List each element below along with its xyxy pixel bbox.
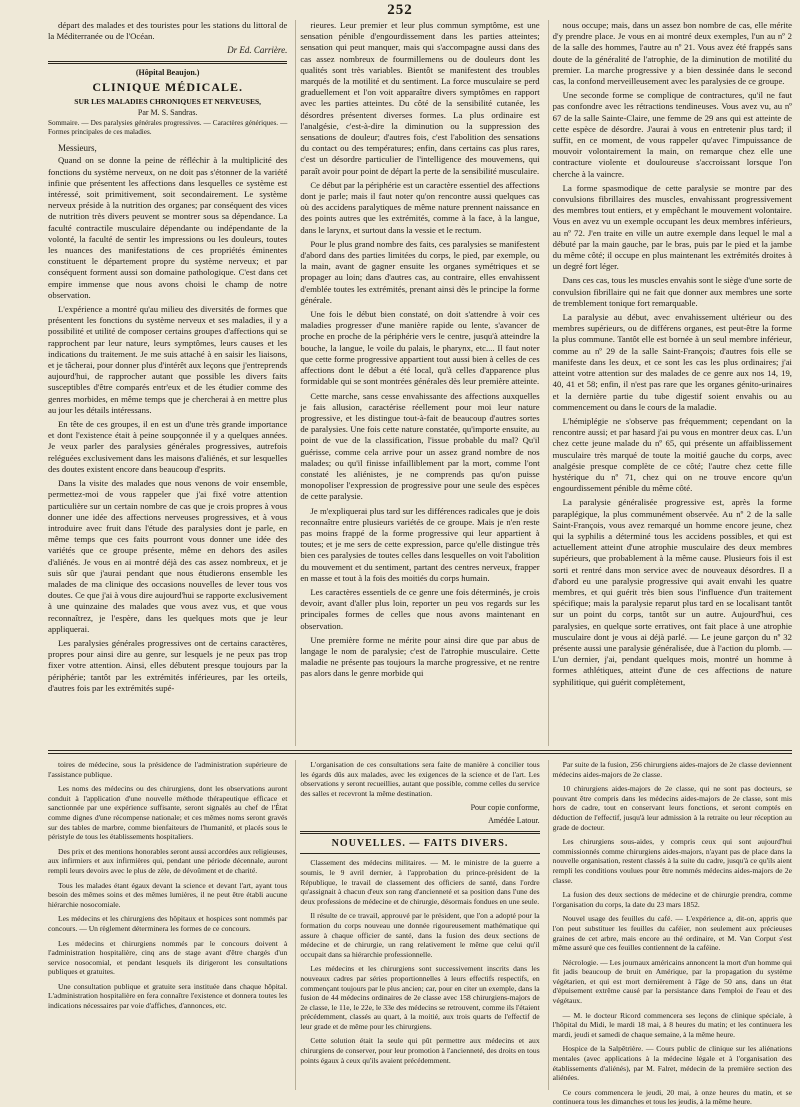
page-number: 252 — [387, 2, 413, 18]
paragraph: La forme spasmodique de cette paralysie se montre par des convulsions fibrillaires des muscles, envahissant progressivement des membres tout entiers, et y empêchant le mouvement volontaire. Vous en avez vu un exemple occupant les deux membres inférieurs, au nº 72. J'en traite en ville un autre exemple dans lequel le mal a débuté par la main gauche, par le bras, puis par le pied et la jambe du même côté; il occupe en plus maintenant les extrémités droites à un degré fort léger. — [552, 182, 792, 272]
paragraph: Une consultation publique et gratuite sera instituée dans chaque hôpital. L'administration hospitalière en fera connaître l'existence et donnera toutes les indications nécessaires par voie d'affiches, d'annonces, etc. — [48, 981, 288, 1011]
paragraph: Les chirurgiens sous-aides, y compris ceux qui sont aujourd'hui commissionnés comme chirurgiens aides-majors, n'ayant pas de place dans la nouvelle organisation, restent classés à la suite du cadre, jusqu'à ce qu'ils aient rempli les conditions voulues pour être nommés médecins aides-majors de 2e classe. — [552, 837, 792, 885]
column-3 — [548, 20, 792, 746]
article-summary: Sommaire. — Des paralysies générales progressives. — Caractères génériques. — Formes principales de ces maladies. — [48, 119, 288, 137]
lower-column-2 — [295, 760, 539, 1090]
paragraph: rieures. Leur premier et leur plus commun symptôme, est une sensation pénible d'engourdissement dans les parties atteintes; sensation qui peut manquer, mais qui s'accompagne aussi dans des cas assez nombreux de fourmillemens ou de douleurs dont les qualités sont très variables. Bientôt se manifestent des troubles marqués de la motilité et du sentiment. La force musculaire se perd graduellement et l'on voit apparaître divers symptômes en rapport avec les parties atteintes. Du côté de la sensibilité cutanée, les désordres présentent diverses formes. La plus ordinaire est l'analgésie, c'est-à-dire la diminution ou la suppression des sensations de douleur; d'autres fois, c'est l'abolition des sensations du contact ou des températures; enfin, dans certains cas plus rares, c'est un désordre particulier de l'intelligence des mouvemens, qui paraît avoir pour point de départ la perte de la sensibilité musculaire. — [300, 20, 540, 176]
paragraph: Cette solution était la seule qui pût permettre aux médecins et aux chirurgiens de conserver, pour leur promotion à l'ancienneté, des droits en tous points égaux à ceux qu'ils avaient précédemment. — [300, 1036, 540, 1065]
paragraph: L'hémiplégie ne s'observe pas fréquemment; cependant on la rencontre aussi; et par hasard j'ai pu vous en montrer deux cas. L'un chez cette jeune malade du nº 65, qui présente un affaiblissement musculaire très marqué de toute la moitié gauche du corps, avec analgésie presque complète de ce côté; l'autre chez cette fille hystérique du nº 71, chez qui on ne trouve encore qu'un engourdissement pénible du même côté. — [552, 415, 792, 494]
paragraph: L'organisation de ces consultations sera faite de manière à concilier tous les égards dûs aux malades, avec les exigences de la science et de l'art. Les observations y seront recueillies, autant que possible, comme celles du service des salles et recevront la même destination. — [300, 760, 540, 798]
paragraph: Dans ces cas, tous les muscles envahis sont le siège d'une sorte de convulsion fibrillaire qui ne fait que donner aux membres une sorte de tremblement tonique fort remarquable. — [552, 275, 792, 308]
paragraph: toires de médecine, sous la présidence de l'administration supérieure de l'assistance publique. — [48, 760, 288, 779]
paragraph: Il résulte de ce travail, approuvé par le président, que l'on a adopté pour la formation du corps nouveau une donnée rigoureusement mathématique qui assure à chaque officier de santé, dans la fusion des deux sections de médecine et de chirurgie, un rang relativement le même que celui qu'il occupait dans sa hiérarchie professionnelle. — [300, 911, 540, 959]
lower-column-1 — [48, 760, 287, 1090]
paragraph: départ des malades et des touristes pour les stations du littoral de la Méditerranée ou de l'Océan. — [48, 20, 288, 42]
paragraph: Les médecins et chirurgiens nommés par le concours doivent à l'administration hospitalière, cinq ans de stage avant d'être chargés d'un service nosocomial, et pendant lesquels ils dirigeront les consultations publiques et gratuites. — [48, 938, 288, 977]
paragraph: Par suite de la fusion, 256 chirurgiens aides-majors de 2e classe deviennent médecins aides-majors de 2e classe. — [552, 760, 792, 779]
paragraph: Dans la visite des malades que nous venons de voir ensemble, permettez-moi de vous rappeler que j'ai fixé votre attention particulière sur un certain nombre de cas que je crois propres à vous donner une idée des affections nerveuses progressives, et à vous introduire avec fruit dans l'étude des paralysies dont je parle, en même temps que ces faits pourront vous donner une idée des variétés que ce groupe présente, même en dehors des asiles d'aliénés. Je vous en ai montré déjà des cas assez nombreux, et je suis sûr que j'aurai pendant que nous étudierons ensemble les malades de ma clinique des occasions nouvelles de lever tous vos doutes. Ce que j'ai à vous dire aujourd'hui se rapporte exclusivement à une quinzaine des malades que vous avez vus, et que vous reconnaîtrez, je l'espère, dans les quelques mots que je leur appliquerai. — [48, 478, 288, 634]
paragraph: Nouvel usage des feuilles du café. — L'expérience a, dit-on, appris que l'on peut substituer les feuilles du caféier, non seulement aux précieuses graines de cet arbre, mais encore au thé ordinaire, et M. Van Corput s'est même assuré que ces feuilles contiennent de la caféine. — [552, 914, 792, 953]
paragraph: Une seconde forme se complique de contractures, qu'il ne faut pas confondre avec les rétractions tendineuses. Vous avez vu, au nº 67 de la salle Sainte-Claire, une femme de 29 ans qui est atteinte de cette espèce de désordre. J'aurai à vous en entretenir plus tard; il suffit, en ce moment, de vous rappeler qu'avec l'impuissance de mouvoir volontairement la main, on remarque chez elle une contracture violente et douloureuse s'accroissant lorsque l'on cherche à la vaincre. — [552, 90, 792, 179]
paragraph: Cette marche, sans cesse envahissante des affections auxquelles je fais allusion, caractérise réellement pour moi leur nature progressive, et les distingue tout-à-fait de beaucoup d'autres sortes de paralysies. Une fois cette nature constatée, qu'importe ensuite, au point de vue de la classification, l'issue probable du mal? Qu'il guérisse, comme cela arrive pour un assez grand nombre de nos malades; ou qu'il finisse infailliblement par la mort, comme l'ont constaté les aliénistes, je ne comprends pas qu'on puisse monopoliser l'expression de progressive pour une seule des espèces de cette paralysie. — [300, 390, 540, 502]
paragraph: nous occupe; mais, dans un assez bon nombre de cas, elle mérite d'y prendre place. Je vous en ai montré deux exemples, l'un au nº 2 de la salle des hommes, l'autre au nº 21. Vous avez été frappés sans doute de la généralité de l'atrophie, de la diminution de motilité du premier. La marche progressive y a bien dessinée dans le second cas, la confond merveilleusement avec les paralysies de ce groupe. — [552, 20, 792, 87]
paragraph: Tous les malades étant égaux devant la science et devant l'art, ayant tous besoin des mêmes soins et des mêmes lumières, il ne peut être établi aucune hiérarchie nosocomiale. — [48, 880, 288, 909]
closing-line: Pour copie conforme, — [470, 803, 540, 813]
paragraph: Les médecins et les chirurgiens sont successivement inscrits dans les nouveaux cadres par séries proportionnelles à leurs effectifs respectifs, en commençant toujours par le plus ancien; car, pour en citer un exemple, dans la fusion de 44 médecins ordinaires de 2e classe avec 158 chirurgiens-majors de 2e classe, le 11e, le 22e, le 33e des médecins se retrouvent, comme ils l'étaient précédemment, classés au quart, à la moitié, aux trois quarts de l'effectif de leur grade et de même pour les chirurgiens. — [300, 964, 540, 1031]
lower-column-3 — [548, 760, 792, 1107]
article-subtitle: SUR LES MALADIES CHRONIQUES ET NERVEUSES, — [74, 97, 262, 107]
column-2 — [295, 20, 539, 746]
paragraph: Des prix et des mentions honorables seront aussi accordées aux religieuses, aux infirmiers et aux infirmières qui, pendant une période décennale, auront rempli leurs devoirs avec le plus de zèle, de dévoûment et de charité. — [48, 846, 288, 875]
paragraph: La paralysie généralisée progressive est, après la forme paraplégique, la plus communément observée. Au nº 2 de la salle Saint-François, vous avez remarqué un homme encore jeune, chez qui la syphilis a déterminé tous les accidens possibles, et qui est actuellement atteint d'une atrophie musculaire des deux membres supérieurs, que probablement à la même cause. Plusieurs fois il est sorti et rentré dans mon service avec de nouveaux désordres. Il a d'abord eu une paralysie progressive qui avait envahi les quatre membres, et qui guérit très bien sous l'influence d'un traitement spécifique; mais la paralysie reparut plus tard en se localisant tantôt sur un point du corps, tantôt sur un autre. Aujourd'hui, ces paralysies, en quelque sorte erratives, ont fait place à une atrophie musculaire dont je vous ai déjà parlé. — Le jeune garçon du nº 32 présente aussi une paralysie généralisée, due à l'action du plomb. — L'un dernier, j'ai, pendant quelques mois, montré un homme à formes athlétiques, atteint d'une de ces affections de nature syphilitique, qui guérit complètement, — [552, 497, 792, 687]
salutation: Messieurs, — [58, 143, 97, 154]
lower-section — [48, 760, 792, 1107]
paragraph: Nécrologie. — Les journaux américains annoncent la mort d'un homme qui fit jadis beaucoup de bruit en Amérique, par la propagation du système végétarien, et qui est mort dernièrement à l'âge de 50 ans, dans un état d'épuisement extrême causé par la persistance dans l'emploi de l'eau et des végétaux. — [552, 957, 792, 1006]
paragraph: Les caractères essentiels de ce genre une fois déterminés, je crois devoir, avant d'aller plus loin, reporter un peu vos regards sur les principales formes de celles que nous avons maintenant en observation. — [300, 586, 540, 631]
divider — [48, 61, 287, 64]
paragraph: La paralysie au début, avec envahissement ultérieur ou des membres supérieurs, ou de différens organes, est peut-être la forme la plus commune. Tantôt elle est bornée à un seul membre inférieur, comme au nº 29 de la salle Saint-François; d'autres fois elle se manifeste dans les deux, et ce sont les cas les plus ordinaires; j'ai atteint votre attention sur des malades de ce genre aux nos 14, 19, 40, 41 et 58; enfin, il n'est pas rare que les organes génito-urinaires et la dernière partie du tube digestif soient envahis ou au commencement ou dans le cours de la maladie. — [552, 312, 792, 412]
article-title: CLINIQUE MÉDICALE. — [92, 80, 243, 95]
paragraph: Une fois le début bien constaté, on doit s'attendre à voir ces maladies progresser d'une manière rapide ou lente, s'avancer de proche en proche de la périphérie vers le centre, jusqu'à atteindre la bouche, la langue, le voile du palais, le pharynx, etc.... Il faut noter que cette forme progressive appartient tout aussi bien à celles de ces affections dont le début a été local, qu'à celles d'apparence plus formidable qui se sont montrées générales dès leur première atteinte. — [300, 309, 540, 387]
paragraph: — M. le docteur Ricord commencera ses leçons de clinique spéciale, à l'hôpital du Midi, le mardi 18 mai, à 8 heures du matin; et les continuera les mardi, jeudi et samedi de chaque semaine, à la même heure. — [552, 1010, 792, 1039]
paragraph: Quand on se donne la peine de réfléchir à la multiplicité des fonctions du système nerveux, on ne doit pas s'étonner de la variété infinie que présentent les affections dans lesquelles ce système est intéressé, soit primitivement, soit secondairement. Le système nerveux préside à la nutrition des organes; par conséquent des vices de nutrition très divers peuvent se montrer sous sa dépendance. La faculté contractile musculaire dépendante ou indépendante de la volonté, la faculté de sentir les impressions ou les douleurs, toutes les nuances des manifestations de ces propriétés éminentes constituent le département propre du système nerveux; et par conséquent forment aussi son domaine pathologique. C'est dans cet empire immense que nous avons choisi le champ de notre observation. — [48, 155, 288, 300]
paragraph: En tête de ces groupes, il en est un d'une très grande importance et dont l'existence était à peine soupçonnée il y a quelques années. Je veux parler des paralysies générales progressives, autrefois reléguées exclusivement dans les maisons d'aliénés, et sur lesquelles des doutes existent encore dans beaucoup d'esprits. — [48, 419, 288, 474]
paragraph: Les médecins et les chirurgiens des hôpitaux et hospices sont nommés par concours. — Un règlement déterminera les formes de ce concours. — [48, 914, 288, 933]
hospital-label: (Hôpital Beaujon.) — [135, 68, 200, 78]
section-separator — [48, 750, 792, 754]
paragraph: Ce début par la périphérie est un caractère essentiel des affections dont je parle; mais il faut noter qu'on rencontre aussi quelques cas où des accidens paralytiques de même nature prennent naissance en des points autres que les extrémités, comme à la face, à la langue, dans le larynx, et surtout dans la vessie et le rectum. — [300, 179, 540, 235]
signature: Dr Ed. Carrière. — [227, 45, 288, 56]
paragraph: Hospice de la Salpêtrière. — Cours public de clinique sur les aliénations mentales (avec applications à la médecine légale et à l'organisation des établissements d'aliénés), par M. Falret, médecin de la première section des aliénées. — [552, 1044, 792, 1083]
paragraph: 10 chirurgiens aides-majors de 2e classe, qui ne sont pas docteurs, se pouvant être compris dans les médecins aides-majors de 2e classe, sont mis hors de cadre, tout en conservant leurs fonctions, et seront comptés en déduction de l'effectif, jusqu'à leur admission à la retraite ou leur réception au grade de docteur. — [552, 784, 792, 832]
column-1 — [48, 20, 287, 746]
signer: Amédée Latour. — [488, 816, 540, 826]
paragraph: Les noms des médecins ou des chirurgiens, dont les observations auront conduit à l'application d'une nouvelle méthode thérapeutique efficace et sanctionnée par une expérience suffisante, seront signalés au chef de l'État comme dignes d'une récompense nationale; et ces mêmes noms seront gravés sur des tables de marbre, comme bienfaiteurs de l'humanité, et placés sous le péristyle de tous les établissements hospitaliers. — [48, 784, 288, 842]
divider — [300, 853, 539, 854]
news-section-title: NOUVELLES. — FAITS DIVERS. — [331, 838, 509, 850]
paragraph: Ce cours commencera le jeudi, 20 mai, à onze heures du matin, et se continuera tous les dimanches et tous les jeudis, à la même heure. — [552, 1087, 792, 1107]
paragraph: Les paralysies générales progressives ont de certains caractères, propres pour ainsi dire au genre, sur lesquels je ne peux pas trop fixer votre attention. Ainsi, elles débutent presque toujours par la périphérie; tantôt par les extrémités inférieures, par les orteils, d'autres fois par les extrémités supé- — [48, 637, 288, 693]
paragraph: Une première forme ne mérite pour ainsi dire que par abus de langage le nom de paralysie; c'est de l'atrophie musculaire. Cette maladie ne présente pas toujours la marche progressive, et ne rentre pas alors dans le genre morbide qui — [300, 634, 540, 679]
article-author: Par M. S. Sandras. — [137, 108, 198, 118]
paragraph: Classement des médecins militaires. — M. le ministre de la guerre a soumis, le 9 avril dernier, à l'approbation du prince-président de la République, le travail de classement des officiers de santé, dans l'ordre qu'assignait à chacun d'eux son rang d'ancienneté et sa position dans l'une des deux professions de médecine et de chirurgie, désormais fondues en une seule. — [300, 858, 540, 906]
upper-section — [48, 20, 792, 746]
paragraph: Je m'expliquerai plus tard sur les différences radicales que je dois reconnaître entre plusieurs variétés de ce groupe. Mais je n'en reste pas moins frappé de la forme progressive qui leur appartient à toutes; et je me sers de cette expression, parce qu'elle distingue très bien ces paralysies de toutes celles dans lesquelles on voit l'abolition du mouvement et du sentiment, partant des centres nerveux, frapper en masse et tout à la fois des moitiés du corps humain. — [300, 505, 540, 583]
paragraph: Pour le plus grand nombre des faits, ces paralysies se manifestent d'abord dans des parties limitées du corps, le pied, par exemple, ou la main, avant de gagner ensuite les organes symétriques et se propager au loin; dans d'autres cas, au contraire, elles envahissent d'emblée toutes les extrémités, prenant ainsi dès le principe la forme générale. — [300, 238, 540, 305]
paragraph: La fusion des deux sections de médecine et de chirurgie prendra, comme l'organisation du corps, la date du 23 mars 1852. — [552, 890, 792, 909]
divider — [300, 831, 539, 834]
paragraph: L'expérience a montré qu'au milieu des diversités de formes que présentent les fonctions du système nerveux et ses maladies, il y a possibilité et utilité de composer certains groupes d'affections qui se rapprochent par leur nature, leurs symptômes, leurs causes et les indications du traitement. Je me suis attaché à en saisir les liaisons, et je tâcherai, pour donner plus d'intérêt aux leçons que j'entreprends aujourd'hui, de rapprocher autant que possible les divers faits susceptibles d'être comparés entr'eux et de les étudier comme des genres morbides, en même temps que je chercherai à en mettre plus au jour les détails intéressans. — [48, 304, 288, 415]
